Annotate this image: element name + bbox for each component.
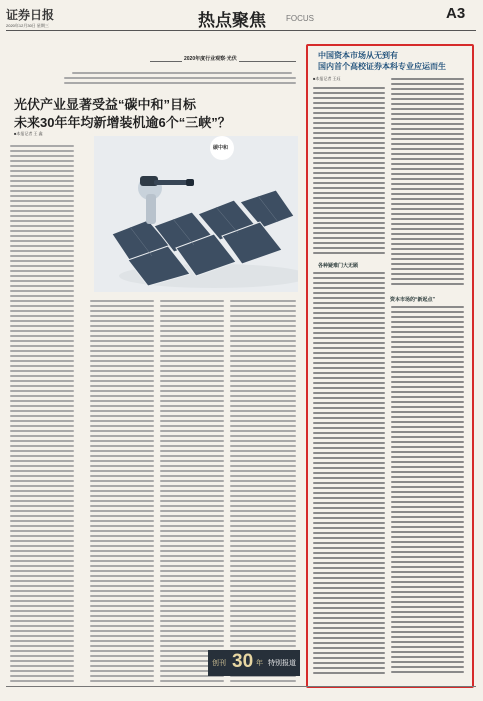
footer-rule xyxy=(6,686,476,687)
feature-headline-line1: 光伏产业显著受益“碳中和”目标 xyxy=(14,97,197,112)
section-english: FOCUS xyxy=(286,14,314,23)
sidebar-byline: ■本报记者 王珏 xyxy=(313,76,341,81)
image-caption: 碳中和 xyxy=(213,145,229,151)
feature-byline: ■本报记者 王 鑫 xyxy=(14,131,43,136)
anniversary-banner xyxy=(208,650,300,676)
header-rule xyxy=(6,30,476,31)
sidebar-title-line2: 国内首个高校证券本科专业应运而生 xyxy=(318,62,446,71)
issue-date: 2020年12月30日 星期三 xyxy=(6,23,49,28)
banner-suffix: 年 xyxy=(256,660,263,667)
sidebar-subhead-1: 各种疑难门大无顾 xyxy=(318,263,359,269)
feature-headline-line2: 未来30年年均新增装机逾6个“三峡”？ xyxy=(14,115,231,130)
sidebar-subhead-2: 资本市场的“新起点” xyxy=(390,297,436,303)
banner-label: 创刊 xyxy=(212,660,226,667)
banner-tag: 特别报道 xyxy=(268,660,296,667)
feature-kicker: 2020年度行业观察·光伏 xyxy=(184,56,237,62)
solar-panel-image xyxy=(94,136,298,292)
page-number: A3 xyxy=(446,5,466,22)
newspaper-logo: 证券日报 xyxy=(6,8,55,22)
section-title: 热点聚焦 xyxy=(198,11,266,30)
sidebar-title-line1: 中国资本市场从无到有 xyxy=(318,51,398,60)
banner-number: 30 xyxy=(232,651,254,672)
